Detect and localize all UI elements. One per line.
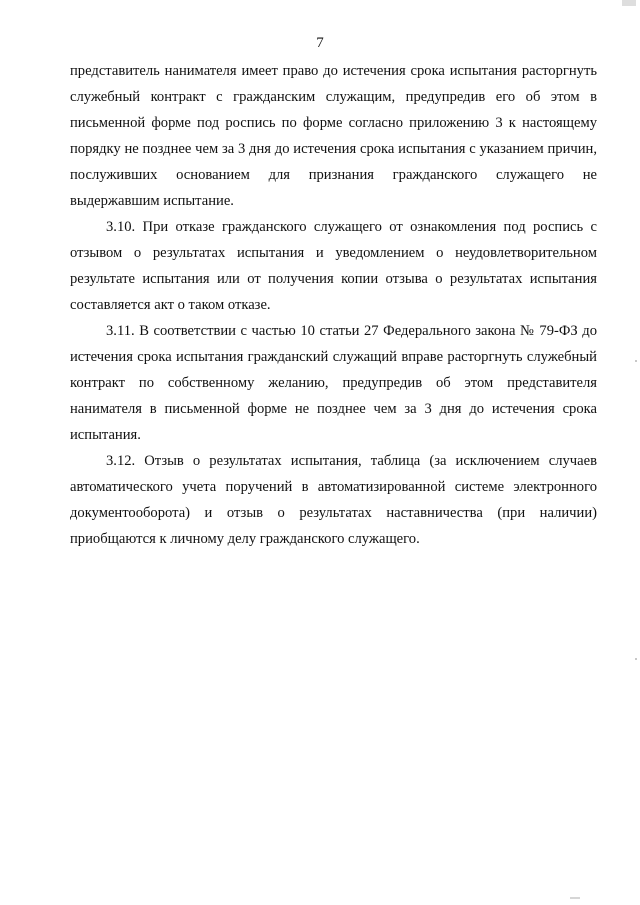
scan-artifact xyxy=(635,658,637,660)
paragraph-continuation: представитель нанимателя имеет право до истечения срока испытания расторгнуть служебный контракт с гражданским служащим, предупредив его об этом в письменной форме под роспись по форме согласно приложению 3 к настоящему порядку не позднее чем за 3 дня до истечения срока испытания с указанием причин, послуживших основанием для признания гражданского служащего не выдержавшим испытание. xyxy=(70,63,597,209)
paragraph-3-11: 3.11. В соответствии с частью 10 статьи 27 Федерального закона № 79-ФЗ до истечения срока испытания гражданский служащий вправе расторгнуть служебный контракт по собственному желанию, предупредив об этом представителя нанимателя в письменной форме не позднее чем за 3 дня до истечения срока испытания. xyxy=(70,323,597,443)
document-body xyxy=(70,58,597,552)
paragraph-3-10: 3.10. При отказе гражданского служащего от ознакомления под роспись с отзывом о результатах испытания и уведомлением о неудовлетворительном результате испытания или от получения копии отзыва о результатах испытания составляется акт о таком отказе. xyxy=(70,219,597,313)
scan-artifact xyxy=(570,897,580,899)
page-number: 7 xyxy=(316,35,324,51)
scan-artifact xyxy=(635,360,637,362)
scan-artifact xyxy=(622,0,636,6)
paragraph-3-12: 3.12. Отзыв о результатах испытания, таблица (за исключением случаев автоматического учета поручений в автоматизированной системе электронного документооборота) и отзыв о результатах наставничества (при наличии) приобщаются к личному делу гражданского служащего. xyxy=(70,453,597,547)
